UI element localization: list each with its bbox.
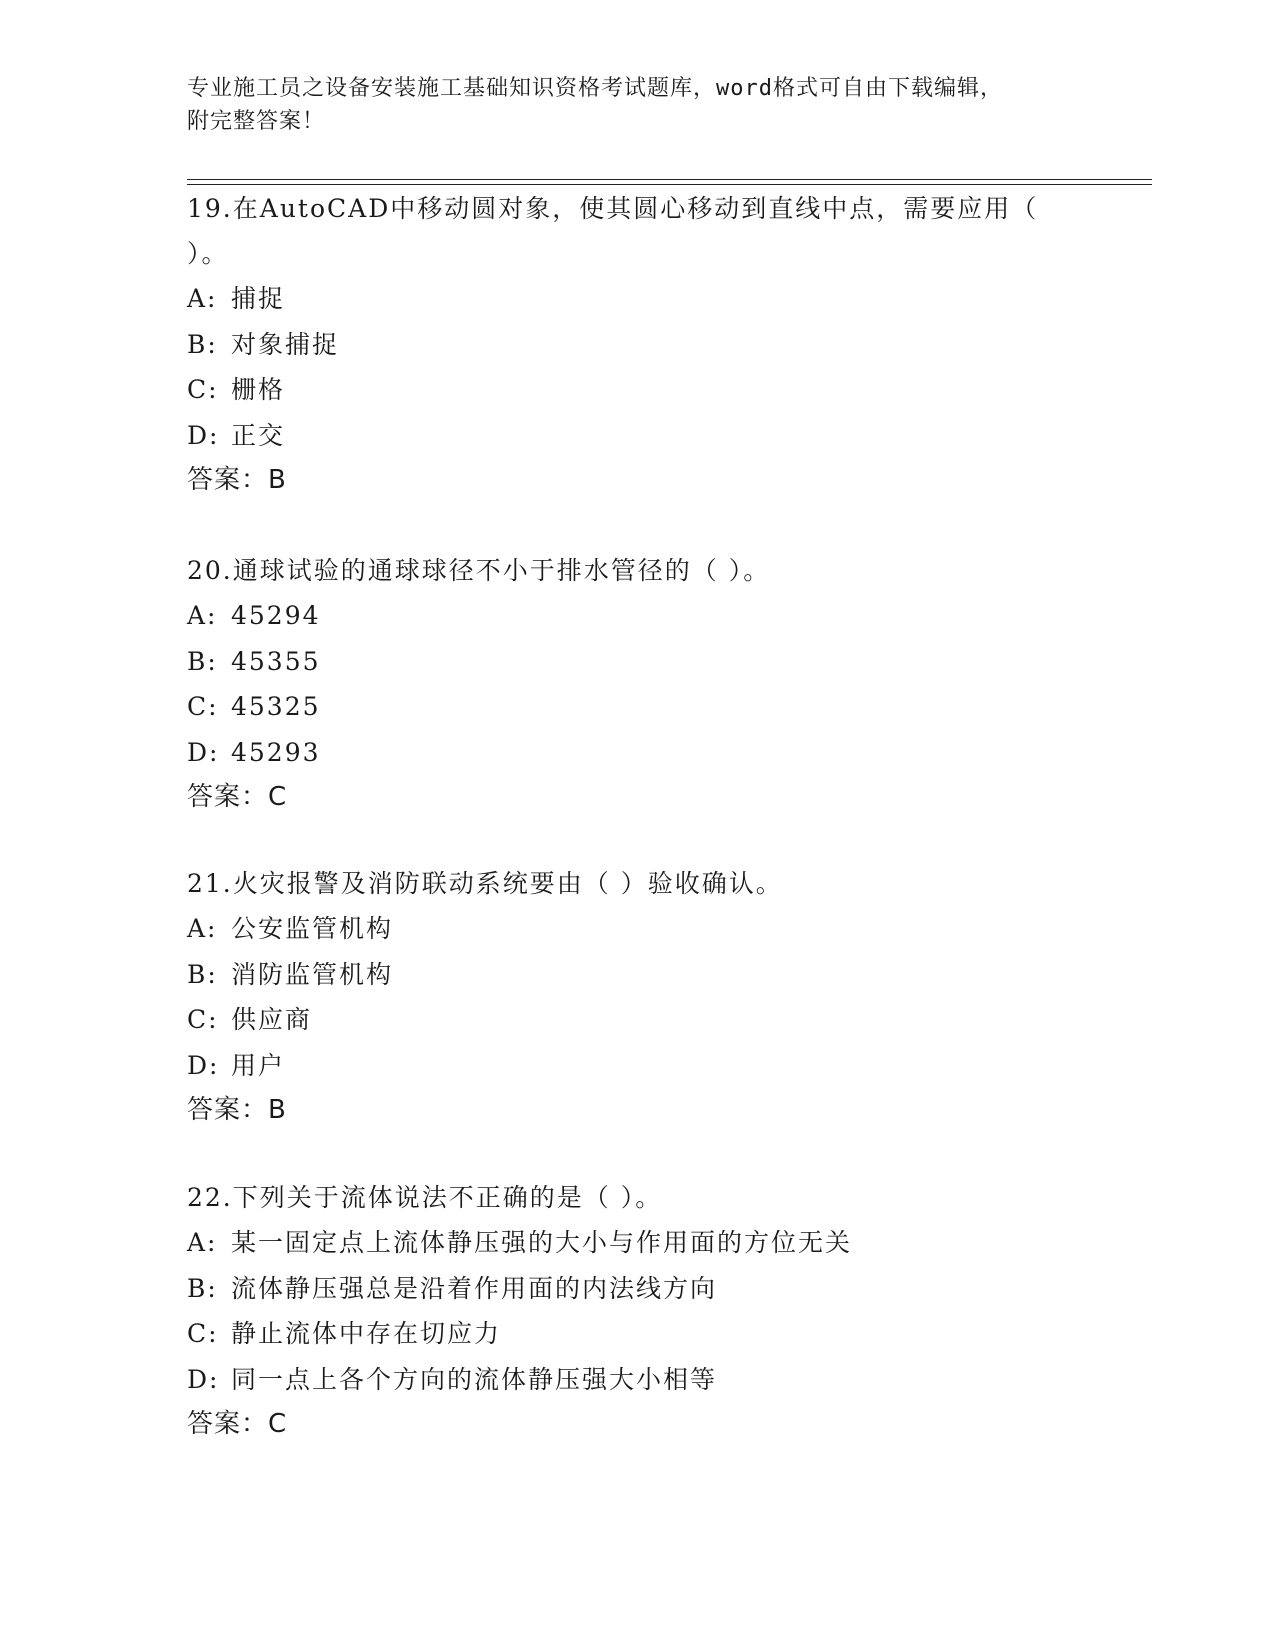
question-stem: 19.在AutoCAD中移动圆对象，使其圆心移动到直线中点，需要应用（	[187, 194, 1039, 223]
option-c	[187, 367, 1087, 413]
option-letter: D:	[187, 737, 220, 767]
option-text: 45293	[231, 737, 321, 767]
option-d	[187, 730, 1087, 776]
option-letter: D:	[187, 420, 220, 450]
question-stem: 20.通球试验的通球球径不小于排水管径的（ ）。	[187, 556, 771, 585]
option-a	[187, 593, 1087, 639]
question-19	[187, 186, 1087, 503]
option-b	[187, 1266, 1087, 1312]
option-letter: D:	[187, 1050, 220, 1080]
option-text: 捕捉	[231, 284, 286, 313]
header-line-2: 附完整答案！	[187, 109, 326, 134]
option-text: 消防监管机构	[231, 959, 394, 989]
option-text: 45325	[231, 692, 321, 721]
option-text: 某一固定点上流体静压强的大小与作用面的方位无关	[231, 1228, 853, 1257]
question-stem-continued: ）。	[187, 239, 229, 268]
option-letter: B:	[187, 959, 218, 989]
question-21	[187, 861, 1087, 1133]
option-text: 供应商	[231, 1005, 313, 1034]
option-letter: C:	[187, 375, 219, 404]
option-d	[187, 1357, 1087, 1403]
option-letter: C:	[187, 692, 219, 721]
document-header	[187, 72, 1067, 138]
question-22	[187, 1175, 1087, 1447]
option-letter: B:	[187, 329, 218, 359]
option-letter: D:	[187, 1364, 220, 1394]
option-text: 栅格	[231, 375, 286, 404]
option-text: 45355	[231, 646, 321, 676]
option-d	[187, 413, 1087, 459]
option-text: 45294	[231, 601, 321, 630]
option-text: 流体静压强总是沿着作用面的内法线方向	[231, 1273, 718, 1303]
option-a	[187, 1220, 1087, 1266]
option-text: 用户	[231, 1050, 286, 1080]
header-line-1: 专业施工员之设备安装施工基础知识资格考试题库，word格式可自由下载编辑，	[187, 76, 1003, 101]
question-stem: 21.火灾报警及消防联动系统要由（ ）验收确认。	[187, 869, 783, 898]
option-letter: C:	[187, 1319, 219, 1348]
answer-line: 答案：B	[187, 465, 287, 495]
question-20	[187, 548, 1087, 820]
option-letter: B:	[187, 1273, 218, 1303]
option-letter: A:	[187, 914, 218, 943]
option-letter: A:	[187, 284, 218, 313]
option-c	[187, 684, 1087, 730]
answer-line: 答案：C	[187, 782, 288, 812]
option-text: 同一点上各个方向的流体静压强大小相等	[231, 1364, 718, 1394]
option-letter: A:	[187, 1228, 218, 1257]
option-a	[187, 276, 1087, 322]
option-b	[187, 639, 1087, 685]
option-a	[187, 906, 1087, 952]
option-text: 静止流体中存在切应力	[231, 1319, 502, 1348]
option-text: 对象捕捉	[231, 329, 340, 359]
option-letter: C:	[187, 1005, 219, 1034]
option-text: 公安监管机构	[231, 914, 394, 943]
question-stem: 22.下列关于流体说法不正确的是（ ）。	[187, 1183, 663, 1212]
answer-line: 答案：B	[187, 1095, 287, 1125]
option-c	[187, 997, 1087, 1043]
option-b	[187, 952, 1087, 998]
header-divider-bottom	[187, 184, 1152, 185]
header-divider-top	[187, 179, 1152, 180]
option-c	[187, 1311, 1087, 1357]
option-text: 正交	[231, 420, 286, 450]
answer-line: 答案：C	[187, 1409, 288, 1439]
option-d	[187, 1043, 1087, 1089]
option-letter: A:	[187, 601, 218, 630]
option-b	[187, 322, 1087, 368]
option-letter: B:	[187, 646, 218, 676]
